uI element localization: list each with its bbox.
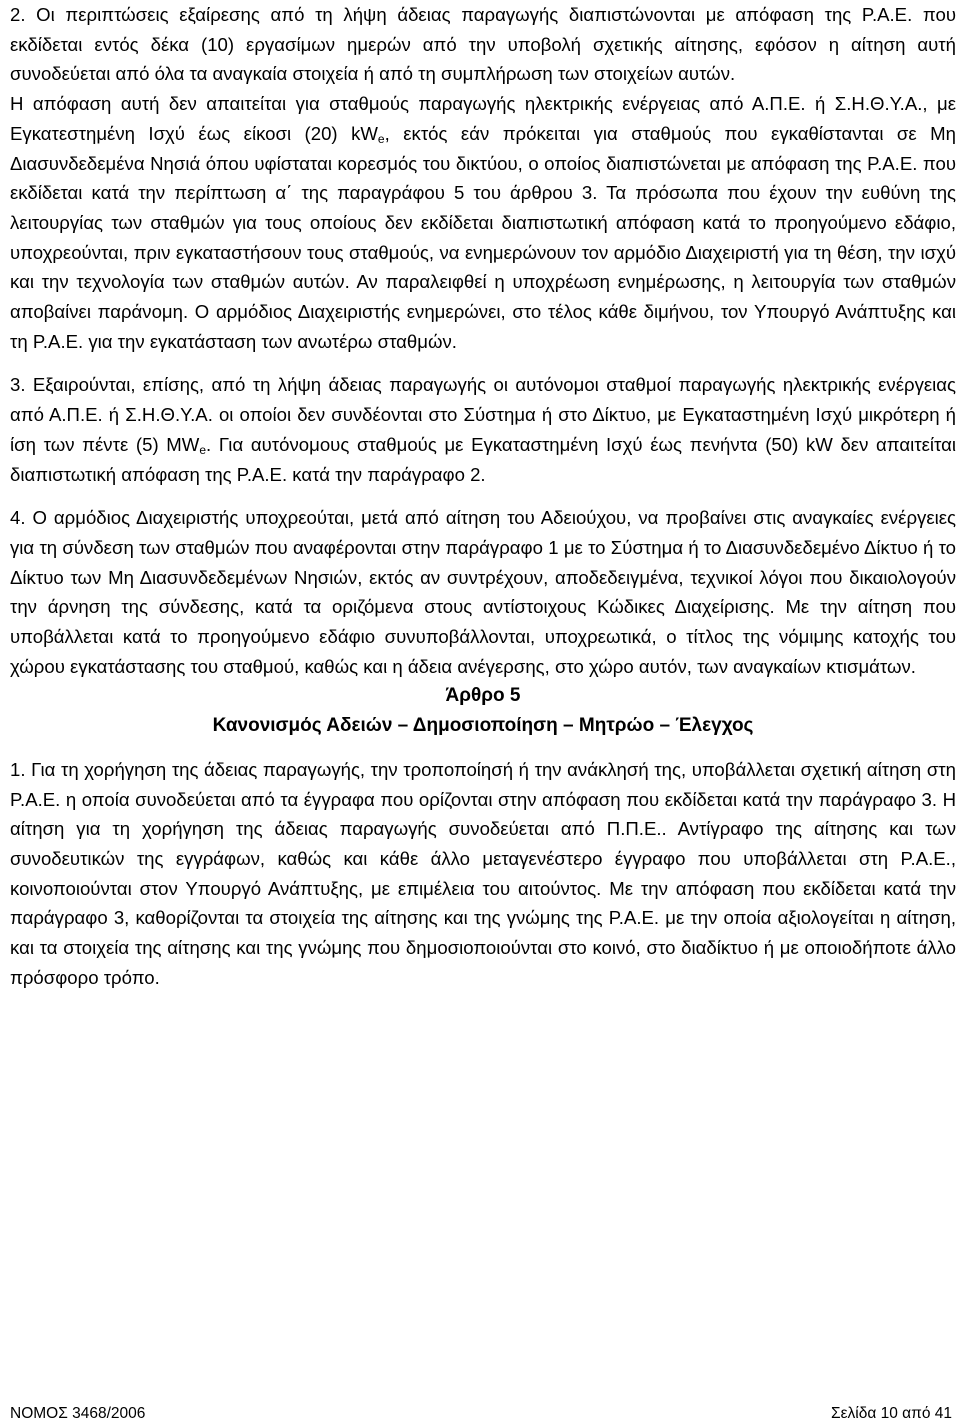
article-5-paragraph-1: 1. Για τη χορήγηση της άδειας παραγωγής, την τροποποίησή ή την ανάκλησή της, υποβάλλεται σχετική αίτηση στη Ρ.Α.Ε. η οποία συνοδεύεται από τα έγγραφα που ορίζονται στην απόφαση που εκδίδεται κατά την παράγραφο 3. Η αίτηση για τη χορήγηση της άδειας παραγωγής συνοδεύεται από Π.Π.Ε.. Αντίγραφο της αίτησης και των συνοδευτικών της εγγράφων, καθώς και κάθε άλλο μεταγενέστερο έγγραφο που υποβάλλεται στη Ρ.Α.Ε., κοινοποιούνται στον Υπουργό Ανάπτυξης, με επιμέλεια του αιτούντος. Με την απόφαση που εκδίδεται κατά την παράγραφο 3, καθορίζονται τα στοιχεία της αίτησης και της γνώμης της Ρ.Α.Ε. με την οποία αξιολογείται η αίτηση, και τα στοιχεία της αίτησης και της γνώμης που δημοσιοποιούνται στο κοινό, στο διαδίκτυο ή με οποιοδήποτε άλλο πρόσφορο τρόπο. [10,758,956,988]
paragraph-3-text-b: . Για αυτόνομους σταθμούς με Εγκαταστημένη Ισχύ έως πενήντα (50) kW δεν απαιτείται διαπιστωτική απόφαση της Ρ.Α.Ε. κατά την παράγραφο 2. [10,433,956,485]
paragraph-2-continued [10,89,956,356]
subscript-e: e [199,442,207,457]
footer-page-number: Σελίδα 10 από 41 [831,1405,952,1422]
paragraph-3-text-a: 3. Εξαιρούνται, επίσης, από τη λήψη άδειας παραγωγής οι αυτόνομοι σταθμοί παραγωγής ηλεκτρικής ενέργειας από Α.Π.Ε. ή Σ.Η.Θ.Υ.Α. οι οποίοι δεν συνδέονται στο Σύστημα ή στο Δίκτυο, με Εγκαταστημένη Ισχύ μικρότερη ή ίση των πέντε (5) MW [10,374,956,455]
paragraph-2-text-a: Η απόφαση αυτή δεν απαιτείται για σταθμούς παραγωγής ηλεκτρικής ενέργειας από Α.Π.Ε. ή Σ.Η.Θ.Υ.Α., με Εγκατεστημένη Ισχύ έως είκοσι (20) kW [10,93,956,144]
article-title: Άρθρο 5 [445,685,521,707]
paragraph-2: 2. Οι περιπτώσεις εξαίρεσης από τη λήψη άδειας παραγωγής διαπιστώνονται με απόφαση της Ρ.Α.Ε. που εκδίδεται εντός δέκα (10) εργασίμων ημερών από την υποβολή σχετικής αίτησης, εφόσον η αίτηση αυτή συνοδεύεται από όλα τα αναγκαία στοιχεία ή από τη συμπλήρωση των στοιχείων αυτών. [10,4,956,85]
subscript-e: e [377,131,385,146]
paragraph-3 [10,370,956,489]
paragraph-2-text-b: , εκτός εάν πρόκειται για σταθμούς που εγκαθίστανται σε Μη Διασυνδεδεμένα Νησιά όπου υφίσταται κορεσμός του δικτύου, ο οποίος διαπιστώνεται με απόφαση της Ρ.Α.Ε. που εκδίδεται κατά την περίπτωση α΄ της παραγράφου 5 του άρθρου 3. Τα πρόσωπα που έχουν την ευθύνη της λειτουργίας των σταθμών για τους οποίους δεν εκδίδεται διαπιστωτική απόφαση κατά το προηγούμενο εδάφιο, υποχρεούνται, πριν εγκαταστήσουν τους σταθμούς, να ενημερώνουν τον αρμόδιο Διαχειριστή για τη θέση, την ισχύ και την τεχνολογία των σταθμών αυτών. Αν παραλειφθεί η υποχρέωση ενημέρωσης, η λειτουργία των σταθμών αποβαίνει παράνομη. Ο αρμόδιος Διαχειριστής ενημερώνει, στο τέλος κάθε διμήνου, τον Υπουργό Ανάπτυξης και τη Ρ.Α.Ε. για την εγκατάσταση των ανωτέρω σταθμών. [10,122,956,352]
footer-law: ΝΟΜΟΣ 3468/2006 [10,1405,146,1422]
paragraph-4: 4. Ο αρμόδιος Διαχειριστής υποχρεούται, μετά από αίτηση του Αδειούχου, να προβαίνει στις αναγκαίες ενέργειες για τη σύνδεση των σταθμών που αναφέρονται στην παράγραφο 1 με το Σύστημα ή το Διασυνδεδεμένο Δίκτυο ή το Δίκτυο των Μη Διασυνδεδεμένων Νησιών, εκτός αν συντρέχουν, αποδεδειγμένα, τεχνικοί λόγοι που δικαιολογούν την άρνηση της σύνδεσης, κατά τα οριζόμενα στους αντίστοιχους Κώδικες Διαχείρισης. Με την αίτηση που υποβάλλεται κατά το προηγούμενο εδάφιο συνυποβάλλονται, υποχρεωτικά, ο τίτλος της νόμιμης κατοχής του χώρου εγκατάστασης του σταθμού, καθώς και η άδεια ανέγερσης, στο χώρο αυτόν, των αναγκαίων κτισμάτων. [10,507,956,677]
page-footer [10,1404,952,1424]
document-page [10,0,956,993]
article-subtitle: Κανονισμός Αδειών – Δημοσιοποίηση – Μητρώο – Έλεγχος [212,715,754,737]
